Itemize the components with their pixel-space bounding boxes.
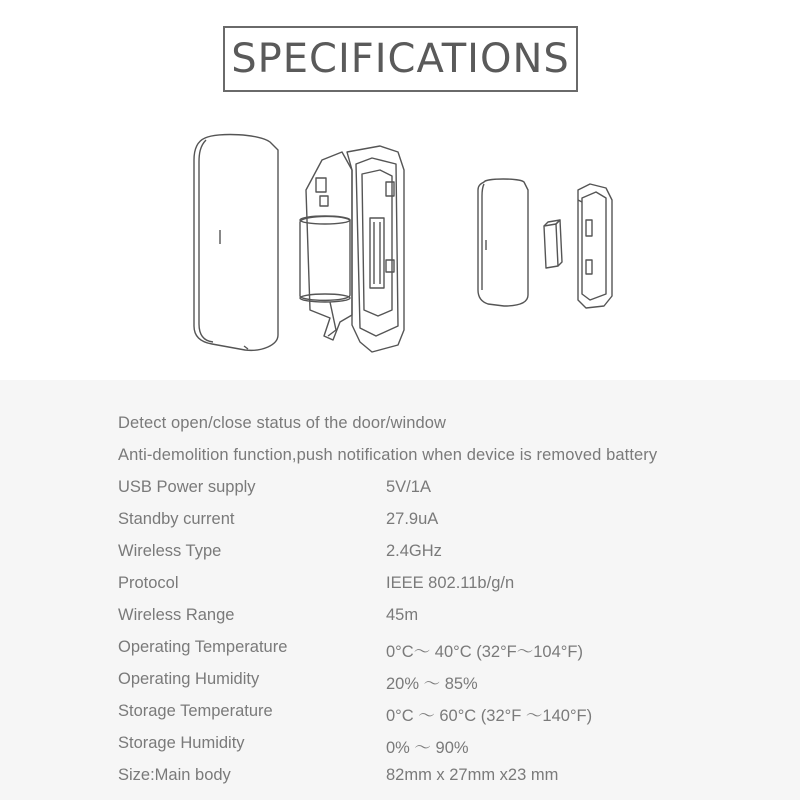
spec-label: Wireless Type [118,542,222,560]
spec-row [0,638,800,662]
spec-value: 5V/1A [386,478,431,496]
spec-label: Operating Temperature [118,638,288,656]
spec-row [0,574,800,598]
spec-value: 0% ～ 90% [386,739,469,757]
spec-label: Standby current [118,510,235,528]
spec-label: Wireless Range [118,606,235,624]
spec-label: Protocol [118,574,179,592]
spec-row [0,542,800,566]
spec-label: Storage Humidity [118,734,245,752]
spec-value: IEEE 802.11b/g/n [386,574,515,592]
rear-housing-drawing [347,146,404,352]
magnet-base-drawing [578,184,612,308]
spec-row [0,734,800,758]
spec-value: 2.4GHz [386,542,442,560]
spec-row [0,606,800,630]
spec-value: 82mm x 27mm x23 mm [386,766,559,784]
spec-label: Operating Humidity [118,670,260,688]
magnet-cover-drawing [478,179,528,306]
product-exploded-drawing [0,130,800,360]
spec-value: 0°C ～ 60°C (32°F ～140°F) [386,707,593,725]
spec-row [0,510,800,534]
feature-detect: Detect open/close status of the door/window [118,414,447,432]
spec-label: USB Power supply [118,478,256,496]
spec-value: 20% ～ 85% [386,675,478,693]
spec-value: 45m [386,606,419,624]
spec-row [0,702,800,726]
main-body-cover-drawing [194,135,278,351]
title-box [223,26,578,92]
main-body-frame-drawing [300,152,352,340]
spec-label: Size:Main body [118,766,231,784]
spec-label: Storage Temperature [118,702,273,720]
spec-row [0,766,800,790]
spec-row [0,478,800,502]
magnet-drawing [544,220,562,268]
page-title: SPECIFICATIONS [231,36,570,82]
spec-value: 0°C～ 40°C (32°F～104°F) [386,643,583,661]
spec-row [0,670,800,694]
feature-anti-demolition: Anti-demolition function,push notification when device is removed battery [118,446,658,464]
spec-value: 27.9uA [386,510,439,528]
